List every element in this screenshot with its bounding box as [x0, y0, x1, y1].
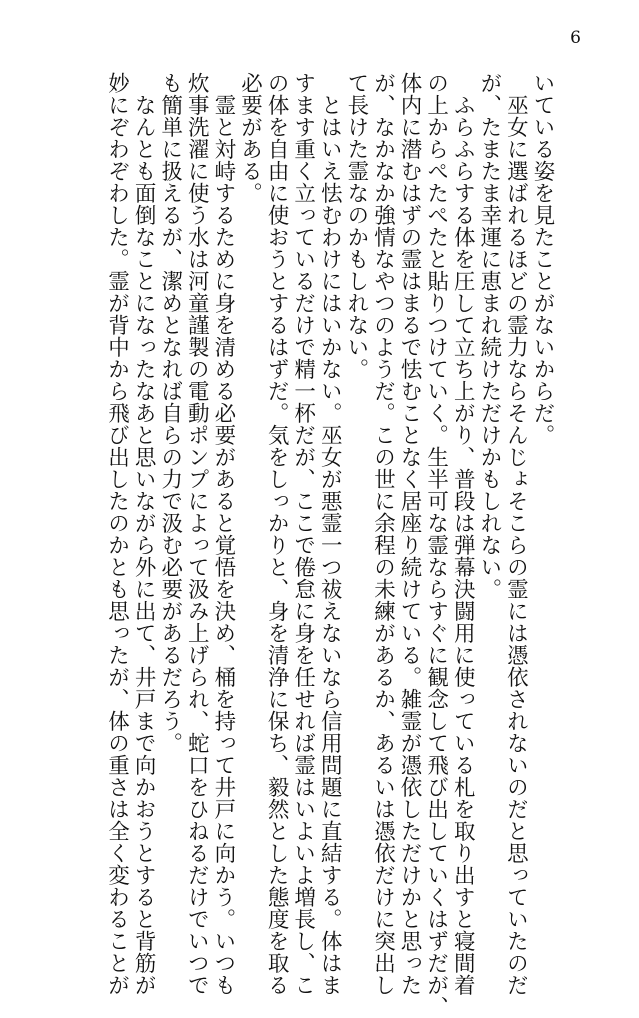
text-column: 巫女に選ばれるほどの霊力ならそんじょそこらの霊には憑依されないのだと思っていたのだ [503, 72, 529, 996]
page-number: 6 [570, 28, 581, 48]
text-column: の上からぺたぺたと貼りつけていく。生半可な霊ならすぐに観念して飛び出していくはずだが、 [423, 72, 449, 1018]
text-column: が、たまたま幸運に恵まれ続けただけかもしれない。 [476, 72, 502, 600]
text-column: も簡単に扱えるが、潔めとなれば自らの力で汲む必要があるだろう。 [157, 72, 183, 754]
text-column: とはいえ怯むわけにはいかない。巫女が悪霊一つ祓えないなら信用問題に直結する。体はま [317, 72, 343, 996]
text-column: いている姿を見たことがないからだ。 [530, 72, 555, 446]
text-column: が、なかなか強情なやつのようだ。この世に余程の未練があるか、あるいは憑依だけに突出し [370, 72, 396, 996]
text-column: 必要がある。 [237, 72, 263, 204]
text-column: すます重く立っているだけで精一杯だが、ここで倦怠に身を任せれば霊はいよいよ増長し、こ [290, 72, 316, 996]
text-column: の体を自由に使おうとするはずだ。気をしっかりと、身を清浄に保ち、毅然とした態度を取る [264, 72, 290, 996]
vertical-text-body [100, 72, 555, 1018]
text-column: なんとも面倒なことになったなあと思いながら外に出て、井戸まで向かおうとすると背筋が [131, 72, 157, 996]
text-column: 妙にぞわぞわした。霊が背中から飛び出したのかとも思ったが、体の重さは全く変わることが [104, 72, 130, 996]
text-column: 炊事洗濯に使う水は河童謹製の電動ポンプによって汲み上げられ、蛇口をひねるだけでいつで [184, 72, 210, 996]
text-column: て長けた霊なのかもしれない。 [343, 72, 369, 380]
text-column: 体内に潜むはずの霊はまるで怯むことなく居座り続けている。雑霊が憑依しただけかと思った [397, 72, 423, 996]
text-column: ふらふらする体を圧して立ち上がり、普段は弾幕決闘用に使っている札を取り出すと寝間着 [450, 72, 476, 996]
text-column: 霊と対峙するために身を清める必要があると覚悟を決め、桶を持って井戸に向かう。いつも [210, 72, 236, 996]
